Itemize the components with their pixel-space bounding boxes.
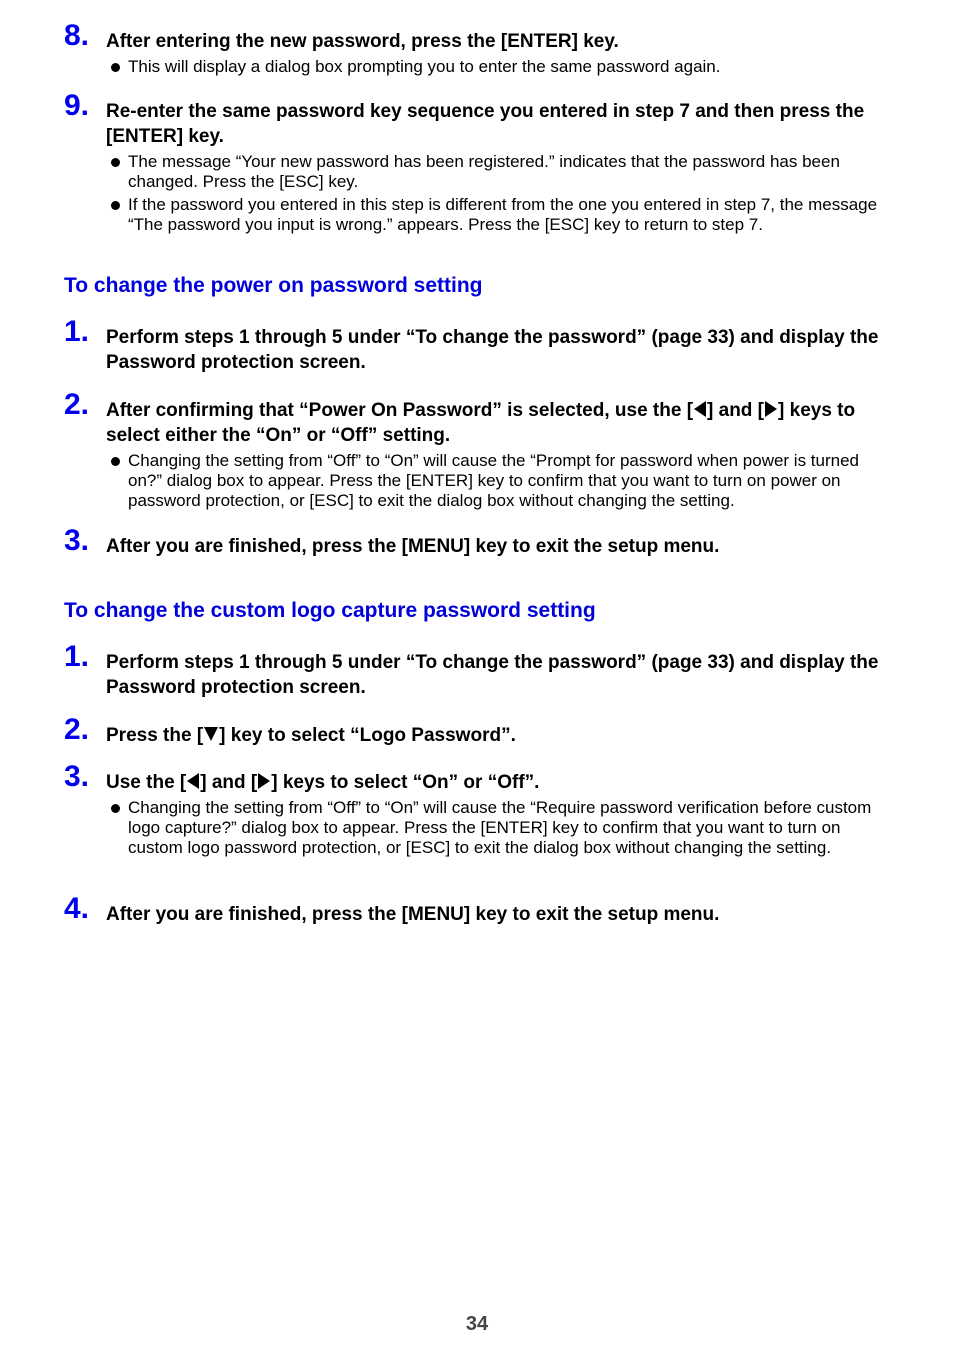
step-number: 2. bbox=[64, 388, 90, 421]
step-instruction: Perform steps 1 through 5 under “To change the password” (page 33) and display the Password protection screen. bbox=[106, 652, 879, 698]
step-number: 4. bbox=[64, 892, 90, 925]
step-instruction: Perform steps 1 through 5 under “To change the password” (page 33) and display the Password protection screen. bbox=[106, 327, 879, 373]
bullet-dot-icon bbox=[111, 63, 120, 72]
bullet-dot-icon bbox=[111, 457, 120, 466]
instruction-part: ] keys to select either the “On” or “Off” setting. bbox=[106, 400, 856, 446]
bullet-list bbox=[106, 57, 894, 77]
step-number: 1. bbox=[64, 640, 90, 673]
bullet-item bbox=[106, 152, 894, 192]
step-number: 3. bbox=[64, 760, 90, 793]
bullet-text: Changing the setting from “Off” to “On” will cause the “Prompt for password when power is turned on?” dialog box to appear. Press the [ENTER] key to confirm that you want to turn on power on password protection, or [ESC] to exit the dialog box without changing the setting. bbox=[128, 451, 860, 510]
bullet-dot-icon bbox=[111, 804, 120, 813]
instruction-part: ] and [ bbox=[707, 400, 765, 421]
step-number: 2. bbox=[64, 713, 90, 746]
logo-step-3 bbox=[64, 760, 894, 861]
bullet-list bbox=[106, 798, 894, 858]
step-instruction bbox=[106, 723, 894, 748]
step-number: 3. bbox=[64, 524, 90, 557]
section-heading-power-on: To change the power on password setting bbox=[64, 274, 483, 297]
step-number: 9. bbox=[64, 89, 90, 122]
bullet-dot-icon bbox=[111, 158, 120, 167]
step-number: 8. bbox=[64, 19, 90, 52]
logo-step-1 bbox=[64, 640, 894, 700]
bullet-text: If the password you entered in this step is different from the one you entered in step 7, the message “The password you input is wrong.” appears. Press the [ESC] key to return to step 7. bbox=[128, 195, 878, 234]
step-8 bbox=[64, 19, 894, 80]
instruction-part: ] and [ bbox=[200, 772, 258, 793]
logo-step-2 bbox=[64, 713, 894, 748]
step-instruction: After you are finished, press the [MENU] key to exit the setup menu. bbox=[106, 536, 720, 557]
step-9 bbox=[64, 89, 894, 238]
step-instruction bbox=[106, 398, 894, 448]
bullet-text: This will display a dialog box prompting you to enter the same password again. bbox=[128, 57, 721, 76]
down-triangle-icon bbox=[204, 727, 218, 741]
logo-step-4 bbox=[64, 892, 894, 927]
bullet-dot-icon bbox=[111, 201, 120, 210]
instruction-part: ] key to select “Logo Password”. bbox=[219, 725, 516, 746]
page-number: 34 bbox=[465, 1313, 489, 1335]
bullet-list bbox=[106, 451, 894, 511]
step-instruction: Re-enter the same password key sequence you entered in step 7 and then press the [ENTER] key. bbox=[106, 101, 865, 147]
instruction-part: Use the [ bbox=[106, 772, 187, 793]
left-triangle-icon bbox=[187, 773, 199, 789]
bullet-item bbox=[106, 451, 894, 511]
section-heading-logo-capture: To change the custom logo capture password setting bbox=[64, 599, 596, 622]
bullet-item bbox=[106, 798, 894, 858]
power-on-step-1 bbox=[64, 315, 894, 375]
bullet-list bbox=[106, 152, 894, 235]
step-instruction: After you are finished, press the [MENU] key to exit the setup menu. bbox=[106, 904, 720, 925]
bullet-item bbox=[106, 195, 894, 235]
instruction-part: After confirming that “Power On Password” is selected, use the [ bbox=[106, 400, 694, 421]
instruction-part: ] keys to select “On” or “Off”. bbox=[271, 772, 540, 793]
bullet-item bbox=[106, 57, 894, 77]
step-instruction bbox=[106, 770, 894, 795]
power-on-step-3 bbox=[64, 524, 894, 559]
right-triangle-icon bbox=[765, 401, 777, 417]
bullet-text: Changing the setting from “Off” to “On” will cause the “Require password verification before custom logo capture?” dialog box to appear. Press the [ENTER] key to confirm that you want to turn on custom logo password protection, or [ESC] to exit the dialog box without changing the setting. bbox=[128, 798, 872, 857]
power-on-step-2 bbox=[64, 388, 894, 514]
bullet-text: The message “Your new password has been registered.” indicates that the password has been changed. Press the [ESC] key. bbox=[128, 152, 840, 191]
step-number: 1. bbox=[64, 315, 90, 348]
right-triangle-icon bbox=[258, 773, 270, 789]
instruction-part: Press the [ bbox=[106, 725, 204, 746]
step-instruction: After entering the new password, press the [ENTER] key. bbox=[106, 31, 619, 52]
left-triangle-icon bbox=[694, 401, 706, 417]
